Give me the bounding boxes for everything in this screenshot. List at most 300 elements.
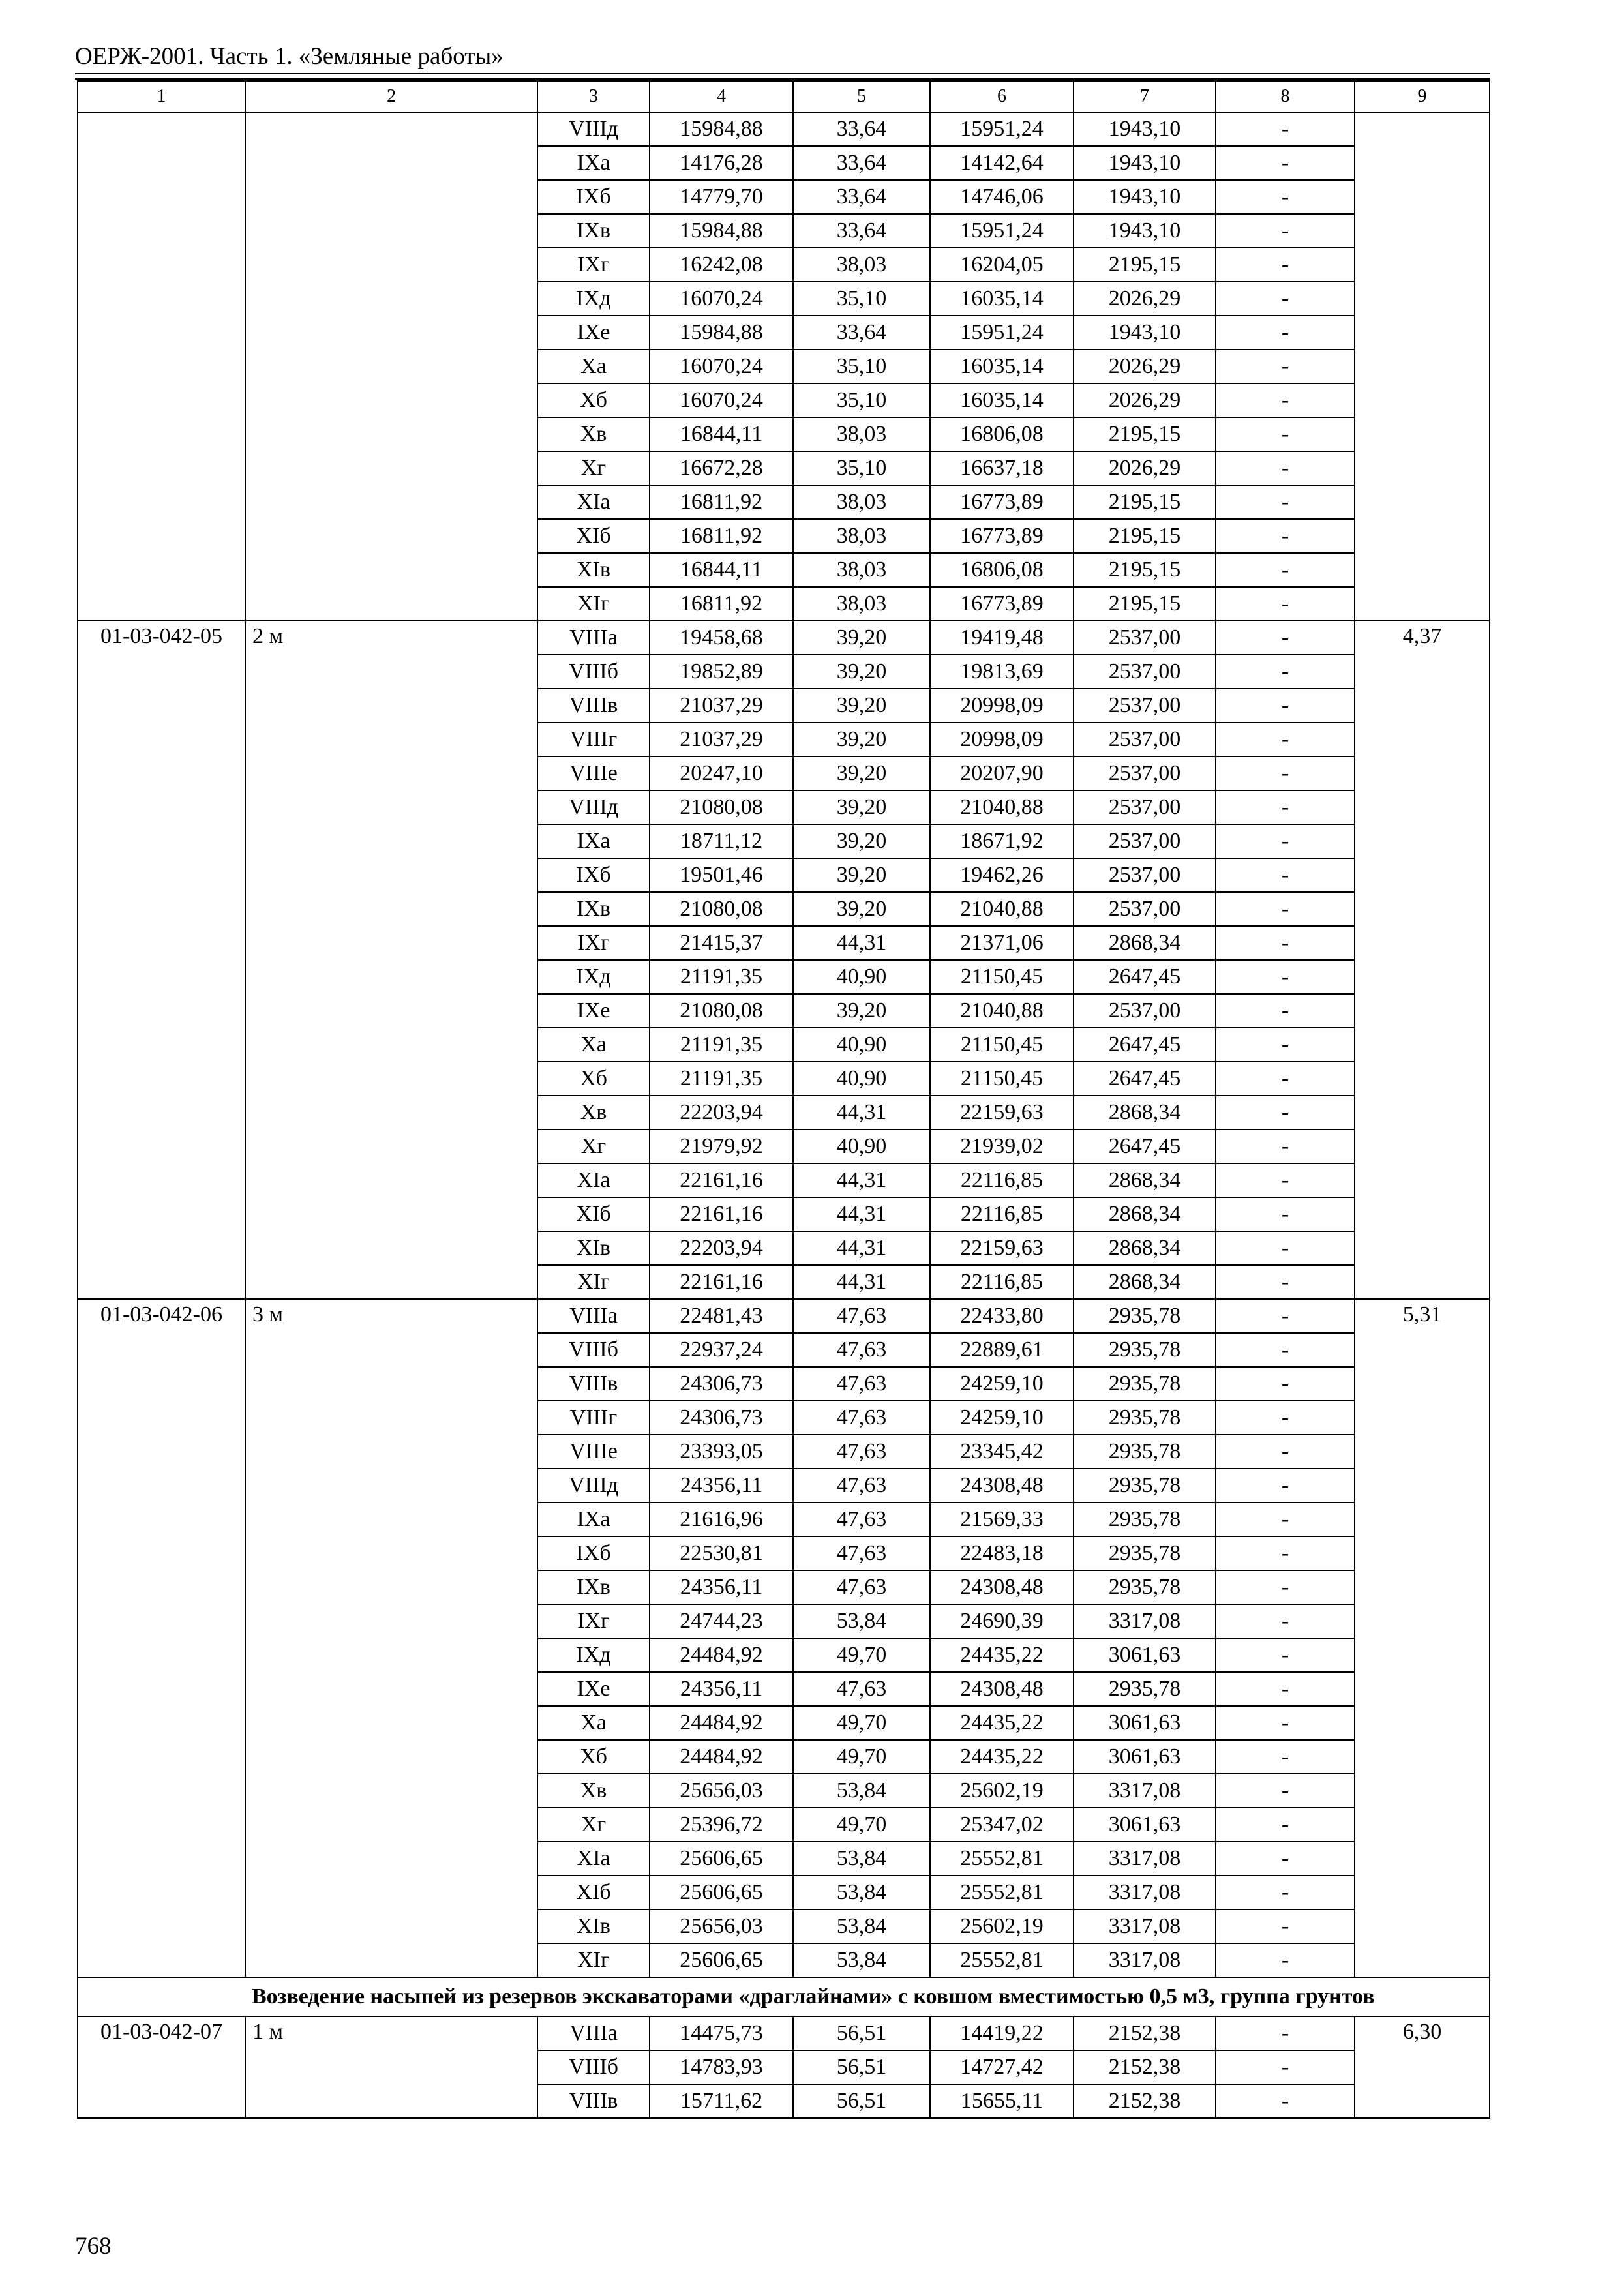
materials-cell: - bbox=[1216, 1367, 1355, 1401]
machine-cost-cell: 23345,42 bbox=[930, 1435, 1074, 1469]
machine-cost-cell: 24308,48 bbox=[930, 1570, 1074, 1604]
machine-cost-cell: 14746,06 bbox=[930, 180, 1074, 214]
materials-cell: - bbox=[1216, 1333, 1355, 1367]
machine-cost-cell: 16773,89 bbox=[930, 519, 1074, 553]
materials-cell: - bbox=[1216, 1130, 1355, 1163]
total-cost-cell: 25656,03 bbox=[650, 1909, 793, 1943]
materials-cell: - bbox=[1216, 1638, 1355, 1672]
soil-group-cell: XIв bbox=[537, 1909, 650, 1943]
total-cost-cell: 14783,93 bbox=[650, 2050, 793, 2084]
total-cost-cell: 24356,11 bbox=[650, 1570, 793, 1604]
materials-cell: - bbox=[1216, 1604, 1355, 1638]
total-cost-cell: 22203,94 bbox=[650, 1231, 793, 1265]
materials-cell: - bbox=[1216, 1706, 1355, 1740]
operator-wages-cell: 3061,63 bbox=[1074, 1808, 1216, 1842]
machine-cost-cell: 15655,11 bbox=[930, 2084, 1074, 2118]
soil-group-cell: XIг bbox=[537, 1265, 650, 1299]
machine-cost-cell: 22116,85 bbox=[930, 1197, 1074, 1231]
total-cost-cell: 21080,08 bbox=[650, 994, 793, 1028]
wages-cell: 56,51 bbox=[793, 2050, 930, 2084]
soil-group-cell: IXг bbox=[537, 248, 650, 282]
materials-cell: - bbox=[1216, 519, 1355, 553]
materials-cell: - bbox=[1216, 1265, 1355, 1299]
machine-cost-cell: 24435,22 bbox=[930, 1740, 1074, 1774]
rate-code-cell bbox=[78, 112, 245, 621]
wages-cell: 49,70 bbox=[793, 1706, 930, 1740]
machine-cost-cell: 24308,48 bbox=[930, 1672, 1074, 1706]
machine-cost-cell: 20998,09 bbox=[930, 689, 1074, 723]
wages-cell: 38,03 bbox=[793, 553, 930, 587]
wages-cell: 49,70 bbox=[793, 1638, 930, 1672]
total-cost-cell: 21191,35 bbox=[650, 1062, 793, 1096]
machine-cost-cell: 15951,24 bbox=[930, 214, 1074, 248]
wages-cell: 38,03 bbox=[793, 248, 930, 282]
soil-group-cell: IXа bbox=[537, 1503, 650, 1536]
operator-wages-cell: 1943,10 bbox=[1074, 146, 1216, 180]
soil-group-cell: IXе bbox=[537, 1672, 650, 1706]
operator-wages-cell: 3061,63 bbox=[1074, 1740, 1216, 1774]
soil-group-cell: IXв bbox=[537, 214, 650, 248]
soil-group-cell: XIг bbox=[537, 1943, 650, 1977]
materials-cell: - bbox=[1216, 892, 1355, 926]
price-table-body bbox=[78, 81, 1490, 2118]
total-cost-cell: 25606,65 bbox=[650, 1842, 793, 1876]
operator-wages-cell: 2935,78 bbox=[1074, 1503, 1216, 1536]
operator-wages-cell: 2647,45 bbox=[1074, 1062, 1216, 1096]
column-number-cell: 8 bbox=[1216, 81, 1355, 112]
total-cost-cell: 16811,92 bbox=[650, 519, 793, 553]
materials-cell: - bbox=[1216, 316, 1355, 350]
total-cost-cell: 14475,73 bbox=[650, 2016, 793, 2050]
machine-cost-cell: 24435,22 bbox=[930, 1706, 1074, 1740]
materials-cell: - bbox=[1216, 146, 1355, 180]
machine-cost-cell: 25602,19 bbox=[930, 1774, 1074, 1808]
operator-wages-cell: 2868,34 bbox=[1074, 1231, 1216, 1265]
machine-cost-cell: 16204,05 bbox=[930, 248, 1074, 282]
soil-group-cell: VIIIд bbox=[537, 1469, 650, 1503]
wages-cell: 44,31 bbox=[793, 1197, 930, 1231]
wages-cell: 47,63 bbox=[793, 1299, 930, 1333]
wages-cell: 39,20 bbox=[793, 689, 930, 723]
materials-cell: - bbox=[1216, 1163, 1355, 1197]
total-cost-cell: 21415,37 bbox=[650, 926, 793, 960]
wages-cell: 35,10 bbox=[793, 282, 930, 316]
operator-wages-cell: 3061,63 bbox=[1074, 1706, 1216, 1740]
soil-group-cell: VIIIб bbox=[537, 655, 650, 689]
soil-group-cell: XIв bbox=[537, 553, 650, 587]
machine-cost-cell: 20998,09 bbox=[930, 723, 1074, 756]
total-cost-cell: 25396,72 bbox=[650, 1808, 793, 1842]
machine-cost-cell: 14727,42 bbox=[930, 2050, 1074, 2084]
soil-group-cell: Xб bbox=[537, 383, 650, 417]
operator-wages-cell: 2935,78 bbox=[1074, 1469, 1216, 1503]
wages-cell: 44,31 bbox=[793, 1265, 930, 1299]
materials-cell: - bbox=[1216, 824, 1355, 858]
total-cost-cell: 24306,73 bbox=[650, 1401, 793, 1435]
materials-cell: - bbox=[1216, 723, 1355, 756]
soil-group-cell: XIб bbox=[537, 1197, 650, 1231]
materials-cell: - bbox=[1216, 1469, 1355, 1503]
operator-wages-cell: 3061,63 bbox=[1074, 1638, 1216, 1672]
wages-cell: 44,31 bbox=[793, 1163, 930, 1197]
wages-cell: 33,64 bbox=[793, 316, 930, 350]
machine-cost-cell: 24259,10 bbox=[930, 1401, 1074, 1435]
wages-cell: 44,31 bbox=[793, 926, 930, 960]
wages-cell: 39,20 bbox=[793, 621, 930, 655]
materials-cell: - bbox=[1216, 214, 1355, 248]
soil-group-cell: XIа bbox=[537, 1163, 650, 1197]
operator-wages-cell: 2935,78 bbox=[1074, 1536, 1216, 1570]
soil-group-cell: Xг bbox=[537, 451, 650, 485]
soil-group-cell: IXд bbox=[537, 282, 650, 316]
total-cost-cell: 23393,05 bbox=[650, 1435, 793, 1469]
wages-cell: 35,10 bbox=[793, 350, 930, 383]
wages-cell: 35,10 bbox=[793, 383, 930, 417]
soil-group-cell: IXб bbox=[537, 858, 650, 892]
machine-cost-cell: 24435,22 bbox=[930, 1638, 1074, 1672]
materials-cell: - bbox=[1216, 553, 1355, 587]
materials-cell: - bbox=[1216, 282, 1355, 316]
machine-cost-cell: 16637,18 bbox=[930, 451, 1074, 485]
price-table bbox=[77, 80, 1490, 2119]
operator-wages-cell: 3317,08 bbox=[1074, 1842, 1216, 1876]
materials-cell: - bbox=[1216, 1808, 1355, 1842]
column-number-row bbox=[78, 81, 1490, 112]
table-row bbox=[78, 1299, 1490, 1333]
machine-cost-cell: 16035,14 bbox=[930, 282, 1074, 316]
materials-cell: - bbox=[1216, 383, 1355, 417]
table-row bbox=[78, 2016, 1490, 2050]
operator-wages-cell: 2935,78 bbox=[1074, 1570, 1216, 1604]
materials-cell: - bbox=[1216, 1842, 1355, 1876]
total-cost-cell: 15984,88 bbox=[650, 112, 793, 146]
operator-wages-cell: 2537,00 bbox=[1074, 756, 1216, 790]
materials-cell: - bbox=[1216, 2084, 1355, 2118]
labor-cost-cell: 6,30 bbox=[1355, 2016, 1490, 2118]
operator-wages-cell: 2647,45 bbox=[1074, 1028, 1216, 1062]
machine-cost-cell: 21040,88 bbox=[930, 892, 1074, 926]
materials-cell: - bbox=[1216, 689, 1355, 723]
soil-group-cell: VIIIв bbox=[537, 1367, 650, 1401]
wages-cell: 53,84 bbox=[793, 1943, 930, 1977]
soil-group-cell: VIIIв bbox=[537, 2084, 650, 2118]
table-row bbox=[78, 112, 1490, 146]
machine-cost-cell: 21371,06 bbox=[930, 926, 1074, 960]
rate-code-cell: 01-03-042-06 bbox=[78, 1299, 245, 1977]
rate-code-cell: 01-03-042-07 bbox=[78, 2016, 245, 2118]
materials-cell: - bbox=[1216, 417, 1355, 451]
machine-cost-cell: 22889,61 bbox=[930, 1333, 1074, 1367]
operator-wages-cell: 2152,38 bbox=[1074, 2050, 1216, 2084]
soil-group-cell: IXа bbox=[537, 146, 650, 180]
operator-wages-cell: 2537,00 bbox=[1074, 621, 1216, 655]
soil-group-cell: IXа bbox=[537, 824, 650, 858]
section-title: Возведение насыпей из резервов экскаваторами «драглайнами» с ковшом вместимостью 0,5 м3, группа грунтов bbox=[245, 1977, 1490, 2016]
machine-cost-cell: 16773,89 bbox=[930, 587, 1074, 621]
machine-cost-cell: 14142,64 bbox=[930, 146, 1074, 180]
materials-cell: - bbox=[1216, 1401, 1355, 1435]
soil-group-cell: Xб bbox=[537, 1062, 650, 1096]
machine-cost-cell: 15951,24 bbox=[930, 112, 1074, 146]
total-cost-cell: 24744,23 bbox=[650, 1604, 793, 1638]
wages-cell: 39,20 bbox=[793, 824, 930, 858]
machine-cost-cell: 25552,81 bbox=[930, 1943, 1074, 1977]
operator-wages-cell: 2868,34 bbox=[1074, 1265, 1216, 1299]
soil-group-cell: Xа bbox=[537, 1706, 650, 1740]
soil-group-cell: Xв bbox=[537, 1096, 650, 1130]
materials-cell: - bbox=[1216, 350, 1355, 383]
operator-wages-cell: 2647,45 bbox=[1074, 960, 1216, 994]
machine-cost-cell: 16773,89 bbox=[930, 485, 1074, 519]
soil-group-cell: IXб bbox=[537, 1536, 650, 1570]
column-number-cell: 5 bbox=[793, 81, 930, 112]
operator-wages-cell: 2026,29 bbox=[1074, 350, 1216, 383]
soil-group-cell: Xа bbox=[537, 1028, 650, 1062]
operator-wages-cell: 2537,00 bbox=[1074, 723, 1216, 756]
operator-wages-cell: 2935,78 bbox=[1074, 1299, 1216, 1333]
total-cost-cell: 25656,03 bbox=[650, 1774, 793, 1808]
wages-cell: 56,51 bbox=[793, 2016, 930, 2050]
soil-group-cell: VIIIд bbox=[537, 790, 650, 824]
operator-wages-cell: 2647,45 bbox=[1074, 1130, 1216, 1163]
total-cost-cell: 15984,88 bbox=[650, 214, 793, 248]
machine-cost-cell: 25552,81 bbox=[930, 1876, 1074, 1909]
labor-cost-cell bbox=[1355, 112, 1490, 621]
soil-group-cell: IXг bbox=[537, 926, 650, 960]
materials-cell: - bbox=[1216, 1197, 1355, 1231]
total-cost-cell: 19458,68 bbox=[650, 621, 793, 655]
soil-group-cell: VIIIа bbox=[537, 621, 650, 655]
total-cost-cell: 16070,24 bbox=[650, 350, 793, 383]
soil-group-cell: VIIIе bbox=[537, 756, 650, 790]
wages-cell: 39,20 bbox=[793, 655, 930, 689]
operator-wages-cell: 2537,00 bbox=[1074, 824, 1216, 858]
operator-wages-cell: 2935,78 bbox=[1074, 1672, 1216, 1706]
total-cost-cell: 22161,16 bbox=[650, 1163, 793, 1197]
soil-group-cell: IXв bbox=[537, 1570, 650, 1604]
soil-group-cell: IXб bbox=[537, 180, 650, 214]
total-cost-cell: 20247,10 bbox=[650, 756, 793, 790]
machine-cost-cell: 22159,63 bbox=[930, 1231, 1074, 1265]
machine-cost-cell: 20207,90 bbox=[930, 756, 1074, 790]
machine-cost-cell: 16035,14 bbox=[930, 350, 1074, 383]
total-cost-cell: 16844,11 bbox=[650, 553, 793, 587]
total-cost-cell: 21191,35 bbox=[650, 1028, 793, 1062]
total-cost-cell: 24484,92 bbox=[650, 1638, 793, 1672]
materials-cell: - bbox=[1216, 1943, 1355, 1977]
operator-wages-cell: 2935,78 bbox=[1074, 1367, 1216, 1401]
wages-cell: 56,51 bbox=[793, 2084, 930, 2118]
machine-cost-cell: 16035,14 bbox=[930, 383, 1074, 417]
soil-group-cell: VIIIд bbox=[537, 112, 650, 146]
total-cost-cell: 15984,88 bbox=[650, 316, 793, 350]
operator-wages-cell: 2935,78 bbox=[1074, 1333, 1216, 1367]
wages-cell: 47,63 bbox=[793, 1672, 930, 1706]
soil-group-cell: IXд bbox=[537, 960, 650, 994]
operator-wages-cell: 2195,15 bbox=[1074, 417, 1216, 451]
materials-cell: - bbox=[1216, 1028, 1355, 1062]
machine-cost-cell: 22433,80 bbox=[930, 1299, 1074, 1333]
operator-wages-cell: 1943,10 bbox=[1074, 214, 1216, 248]
machine-cost-cell: 22116,85 bbox=[930, 1163, 1074, 1197]
machine-cost-cell: 21939,02 bbox=[930, 1130, 1074, 1163]
machine-cost-cell: 24690,39 bbox=[930, 1604, 1074, 1638]
materials-cell: - bbox=[1216, 180, 1355, 214]
materials-cell: - bbox=[1216, 790, 1355, 824]
materials-cell: - bbox=[1216, 1231, 1355, 1265]
wages-cell: 47,63 bbox=[793, 1333, 930, 1367]
column-number-cell: 4 bbox=[650, 81, 793, 112]
total-cost-cell: 22161,16 bbox=[650, 1197, 793, 1231]
machine-cost-cell: 24259,10 bbox=[930, 1367, 1074, 1401]
column-number-cell: 3 bbox=[537, 81, 650, 112]
soil-group-cell: Xб bbox=[537, 1740, 650, 1774]
materials-cell: - bbox=[1216, 926, 1355, 960]
machine-cost-cell: 24308,48 bbox=[930, 1469, 1074, 1503]
materials-cell: - bbox=[1216, 1909, 1355, 1943]
wages-cell: 53,84 bbox=[793, 1909, 930, 1943]
materials-cell: - bbox=[1216, 1299, 1355, 1333]
operator-wages-cell: 3317,08 bbox=[1074, 1774, 1216, 1808]
soil-group-cell: VIIIг bbox=[537, 1401, 650, 1435]
operator-wages-cell: 2026,29 bbox=[1074, 451, 1216, 485]
operator-wages-cell: 1943,10 bbox=[1074, 112, 1216, 146]
soil-group-cell: XIв bbox=[537, 1231, 650, 1265]
total-cost-cell: 15711,62 bbox=[650, 2084, 793, 2118]
total-cost-cell: 19501,46 bbox=[650, 858, 793, 892]
operator-wages-cell: 2195,15 bbox=[1074, 485, 1216, 519]
operator-wages-cell: 2195,15 bbox=[1074, 553, 1216, 587]
wages-cell: 33,64 bbox=[793, 180, 930, 214]
wages-cell: 33,64 bbox=[793, 146, 930, 180]
machine-cost-cell: 16806,08 bbox=[930, 553, 1074, 587]
header-rule-bottom bbox=[75, 78, 1490, 80]
materials-cell: - bbox=[1216, 587, 1355, 621]
operator-wages-cell: 2537,00 bbox=[1074, 689, 1216, 723]
column-number-cell: 7 bbox=[1074, 81, 1216, 112]
total-cost-cell: 24306,73 bbox=[650, 1367, 793, 1401]
section-title-row bbox=[78, 1977, 1490, 2016]
total-cost-cell: 21080,08 bbox=[650, 892, 793, 926]
machine-cost-cell: 21040,88 bbox=[930, 790, 1074, 824]
wages-cell: 49,70 bbox=[793, 1740, 930, 1774]
wages-cell: 39,20 bbox=[793, 892, 930, 926]
materials-cell: - bbox=[1216, 485, 1355, 519]
operator-wages-cell: 3317,08 bbox=[1074, 1876, 1216, 1909]
operator-wages-cell: 2537,00 bbox=[1074, 858, 1216, 892]
operator-wages-cell: 2026,29 bbox=[1074, 282, 1216, 316]
soil-group-cell: XIб bbox=[537, 519, 650, 553]
machine-cost-cell: 25552,81 bbox=[930, 1842, 1074, 1876]
wages-cell: 47,63 bbox=[793, 1401, 930, 1435]
soil-group-cell: XIг bbox=[537, 587, 650, 621]
wages-cell: 40,90 bbox=[793, 1062, 930, 1096]
wages-cell: 39,20 bbox=[793, 858, 930, 892]
soil-group-cell: IXе bbox=[537, 994, 650, 1028]
total-cost-cell: 16811,92 bbox=[650, 587, 793, 621]
soil-group-cell: XIа bbox=[537, 485, 650, 519]
soil-group-cell: XIа bbox=[537, 1842, 650, 1876]
total-cost-cell: 19852,89 bbox=[650, 655, 793, 689]
operator-wages-cell: 1943,10 bbox=[1074, 180, 1216, 214]
machine-cost-cell: 21150,45 bbox=[930, 1062, 1074, 1096]
materials-cell: - bbox=[1216, 451, 1355, 485]
wages-cell: 44,31 bbox=[793, 1231, 930, 1265]
total-cost-cell: 24356,11 bbox=[650, 1469, 793, 1503]
total-cost-cell: 21616,96 bbox=[650, 1503, 793, 1536]
operator-wages-cell: 2868,34 bbox=[1074, 1096, 1216, 1130]
wages-cell: 47,63 bbox=[793, 1570, 930, 1604]
operator-wages-cell: 2868,34 bbox=[1074, 1163, 1216, 1197]
machine-cost-cell: 14419,22 bbox=[930, 2016, 1074, 2050]
materials-cell: - bbox=[1216, 1672, 1355, 1706]
machine-cost-cell: 22116,85 bbox=[930, 1265, 1074, 1299]
section-title-spacer bbox=[78, 1977, 245, 2016]
total-cost-cell: 16070,24 bbox=[650, 383, 793, 417]
total-cost-cell: 22937,24 bbox=[650, 1333, 793, 1367]
operator-wages-cell: 2152,38 bbox=[1074, 2084, 1216, 2118]
total-cost-cell: 16242,08 bbox=[650, 248, 793, 282]
wages-cell: 38,03 bbox=[793, 417, 930, 451]
machine-cost-cell: 19462,26 bbox=[930, 858, 1074, 892]
operator-wages-cell: 3317,08 bbox=[1074, 1943, 1216, 1977]
wages-cell: 38,03 bbox=[793, 485, 930, 519]
total-cost-cell: 25606,65 bbox=[650, 1943, 793, 1977]
wages-cell: 47,63 bbox=[793, 1503, 930, 1536]
soil-group-cell: VIIIв bbox=[537, 689, 650, 723]
page-header-title: ОЕРЖ-2001. Часть 1. «Земляные работы» bbox=[75, 43, 504, 70]
total-cost-cell: 18711,12 bbox=[650, 824, 793, 858]
wages-cell: 39,20 bbox=[793, 723, 930, 756]
wages-cell: 47,63 bbox=[793, 1367, 930, 1401]
wages-cell: 39,20 bbox=[793, 790, 930, 824]
total-cost-cell: 21979,92 bbox=[650, 1130, 793, 1163]
rate-description-cell: 3 м bbox=[245, 1299, 537, 1977]
wages-cell: 33,64 bbox=[793, 112, 930, 146]
wages-cell: 53,84 bbox=[793, 1876, 930, 1909]
machine-cost-cell: 19419,48 bbox=[930, 621, 1074, 655]
total-cost-cell: 24484,92 bbox=[650, 1706, 793, 1740]
operator-wages-cell: 2868,34 bbox=[1074, 1197, 1216, 1231]
materials-cell: - bbox=[1216, 1096, 1355, 1130]
total-cost-cell: 22481,43 bbox=[650, 1299, 793, 1333]
materials-cell: - bbox=[1216, 2050, 1355, 2084]
labor-cost-cell: 4,37 bbox=[1355, 621, 1490, 1299]
table-row bbox=[78, 621, 1490, 655]
total-cost-cell: 16844,11 bbox=[650, 417, 793, 451]
soil-group-cell: VIIIг bbox=[537, 723, 650, 756]
materials-cell: - bbox=[1216, 1062, 1355, 1096]
total-cost-cell: 22203,94 bbox=[650, 1096, 793, 1130]
soil-group-cell: VIIIа bbox=[537, 1299, 650, 1333]
total-cost-cell: 24356,11 bbox=[650, 1672, 793, 1706]
total-cost-cell: 21080,08 bbox=[650, 790, 793, 824]
column-number-cell: 6 bbox=[930, 81, 1074, 112]
rate-description-cell: 1 м bbox=[245, 2016, 537, 2118]
machine-cost-cell: 21569,33 bbox=[930, 1503, 1074, 1536]
soil-group-cell: Xг bbox=[537, 1808, 650, 1842]
operator-wages-cell: 2537,00 bbox=[1074, 790, 1216, 824]
operator-wages-cell: 1943,10 bbox=[1074, 316, 1216, 350]
wages-cell: 33,64 bbox=[793, 214, 930, 248]
soil-group-cell: XIб bbox=[537, 1876, 650, 1909]
total-cost-cell: 14779,70 bbox=[650, 180, 793, 214]
materials-cell: - bbox=[1216, 248, 1355, 282]
wages-cell: 40,90 bbox=[793, 960, 930, 994]
wages-cell: 38,03 bbox=[793, 587, 930, 621]
machine-cost-cell: 22159,63 bbox=[930, 1096, 1074, 1130]
wages-cell: 40,90 bbox=[793, 1130, 930, 1163]
